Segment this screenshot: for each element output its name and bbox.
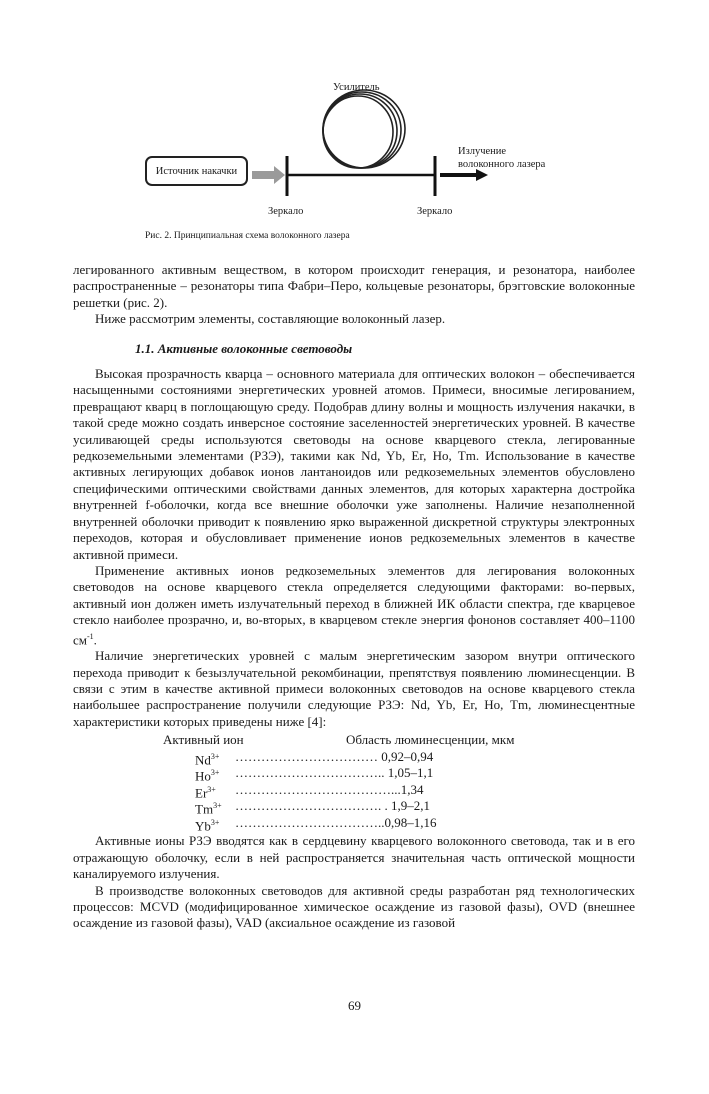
- paragraph: Ниже рассмотрим элементы, составляющие волоконный лазер.: [95, 311, 446, 327]
- range-cell: [235, 782, 424, 798]
- page-number: 69: [348, 998, 361, 1013]
- range-value: 0,92–0,94: [381, 748, 434, 764]
- range-value: 0,98–1,16: [384, 814, 437, 830]
- section-heading: 1.1. Активные волоконные световоды: [135, 340, 353, 356]
- table-row: [73, 782, 635, 799]
- table-row: [73, 798, 635, 815]
- dot-leader: ……………………………..: [235, 814, 385, 830]
- mirror-right-label: Зеркало: [417, 206, 453, 217]
- paragraph: [73, 563, 635, 648]
- pump-source-label: Источник накачки: [155, 165, 238, 177]
- dot-leader: ……………………………. .: [235, 798, 391, 814]
- pump-arrow: [252, 166, 285, 184]
- ion-symbol: Yb: [195, 818, 211, 834]
- dot-leader: ……………………………: [235, 748, 382, 764]
- paragraph-continued: легированного активным веществом, в котором происходит генерация, и резонатора, наиболее распространенные – резонаторы типа Фабри–Перо, кольцевые резонаторы, брэгговские волоконные решетки (рис. 2).: [73, 262, 635, 310]
- range-cell: [235, 749, 433, 765]
- range-cell: [235, 765, 433, 781]
- output-label-line2: волоконного лазера: [458, 159, 546, 170]
- amplifier-label: Усилитель: [333, 82, 380, 93]
- mirror-left-label: Зеркало: [268, 206, 304, 217]
- range-value: 1,9–2,1: [391, 798, 430, 814]
- paragraph: Высокая прозрачность кварца – основного материала для оптических волокон – обеспечивается насыщенными состояниями энергетических уровней атомов. Примеси, вносимые легированием, превращают кварц в поглощающую среду. Подобрав длину волны и мощность излучения накачки, в такой среде можно создать инверсное состояние заселенностей энергетических уровней. В качестве усиливающей среды используются световоды на основе кварцевого стекла, легированные редкоземельными элементами (РЗЭ), такими как Nd, Yb, Er, Ho, Tm. Использование в качестве активных легирующих добавок ионов лантаноидов или редкоземельных элементов обусловлено специфическими оптическими свойствами данных элементов, для которых характерна достройка внутренней f-оболочки, когда все внешние оболочки уже заполнены. Наличие незаполненной внутренней оболочки приводит к появлению ярко выраженной дискретной структуры электронных переходов, которая и обусловливает применение ионов редкоземельных элементов в качестве активной примеси.: [73, 366, 635, 562]
- table-row: [73, 765, 635, 782]
- ion-charge: 3+: [210, 768, 220, 778]
- ion-charge: 3+: [210, 817, 220, 827]
- output-arrow: [440, 169, 488, 181]
- figure-caption: Рис. 2. Принципиальная схема волоконного лазера: [145, 231, 350, 241]
- ion-symbol: Nd: [195, 752, 211, 768]
- body-text: [73, 262, 635, 932]
- dot-leader: ……………………………..: [235, 765, 388, 781]
- range-value: 1,34: [400, 781, 424, 797]
- ion-charge: 3+: [207, 784, 216, 794]
- paragraph-text: Применение активных ионов редкоземельных элементов для легирования волоконных световодов на основе кварцевого стекла определяется следующими факторами: во-первых, активный ион должен иметь излучательный переход в ближней ИК области спектра, где кварцевое стекло наиболее прозрачно, и, во-вторых, в кварцевом стекле энергия фононов составляет 400–1100 см: [73, 562, 635, 647]
- paragraph: В производстве волоконных световодов для активной среды разработан ряд технологических процессов: MCVD (модифицированное химическое осаждение из газовой фазы), OVD (внешнее осаждение из газовой фазы), VAD (аксиальное осаждение из газовой: [73, 882, 635, 931]
- pump-source-box: [145, 156, 248, 186]
- table-row: [73, 815, 635, 832]
- range-cell: [235, 815, 437, 831]
- paragraph-end: .: [93, 631, 97, 647]
- fiber-coil: [323, 90, 405, 168]
- range-cell: [235, 798, 430, 814]
- table-header: [73, 732, 635, 749]
- dot-leader: ………………………………...: [235, 781, 401, 797]
- output-label-line1: Излучение: [458, 146, 507, 157]
- ion-charge: 3+: [213, 801, 222, 811]
- superscript: -1: [87, 631, 94, 641]
- range-value: 1,05–1,1: [387, 765, 434, 781]
- paragraph: Наличие энергетических уровней с малым энергетическим зазором внутри оптического перехода приводит к безызлучательной рекомбинации, препятствуя появлению люминесценции. В связи с этим в качестве активной примеси волоконных световодов на основе кварцевого стекла наибольшее распространение получили следующие РЗЭ: Nd, Yb, Er, Ho, Tm, люминесцентные характеристики которых приведены ниже [4]:: [73, 648, 635, 729]
- ion-symbol: Tm: [195, 801, 214, 817]
- laser-schematic-figure: [140, 78, 560, 228]
- col-header-ion: Активный ион: [163, 732, 244, 748]
- luminescence-table: [73, 732, 635, 834]
- ion-symbol: Er: [195, 785, 208, 801]
- ion-cell: [195, 815, 219, 835]
- ion-symbol: Ho: [195, 768, 211, 784]
- table-row: [73, 749, 635, 766]
- ion-charge: 3+: [210, 751, 220, 761]
- paragraph: Активные ионы РЗЭ вводятся как в сердцевину кварцевого волоконного световода, так и в его отражающую оболочку, если в ней распространяется значительная часть оптической мощности каналируемого излучения.: [73, 833, 635, 882]
- col-header-range: Область люминесценции, мкм: [346, 732, 515, 748]
